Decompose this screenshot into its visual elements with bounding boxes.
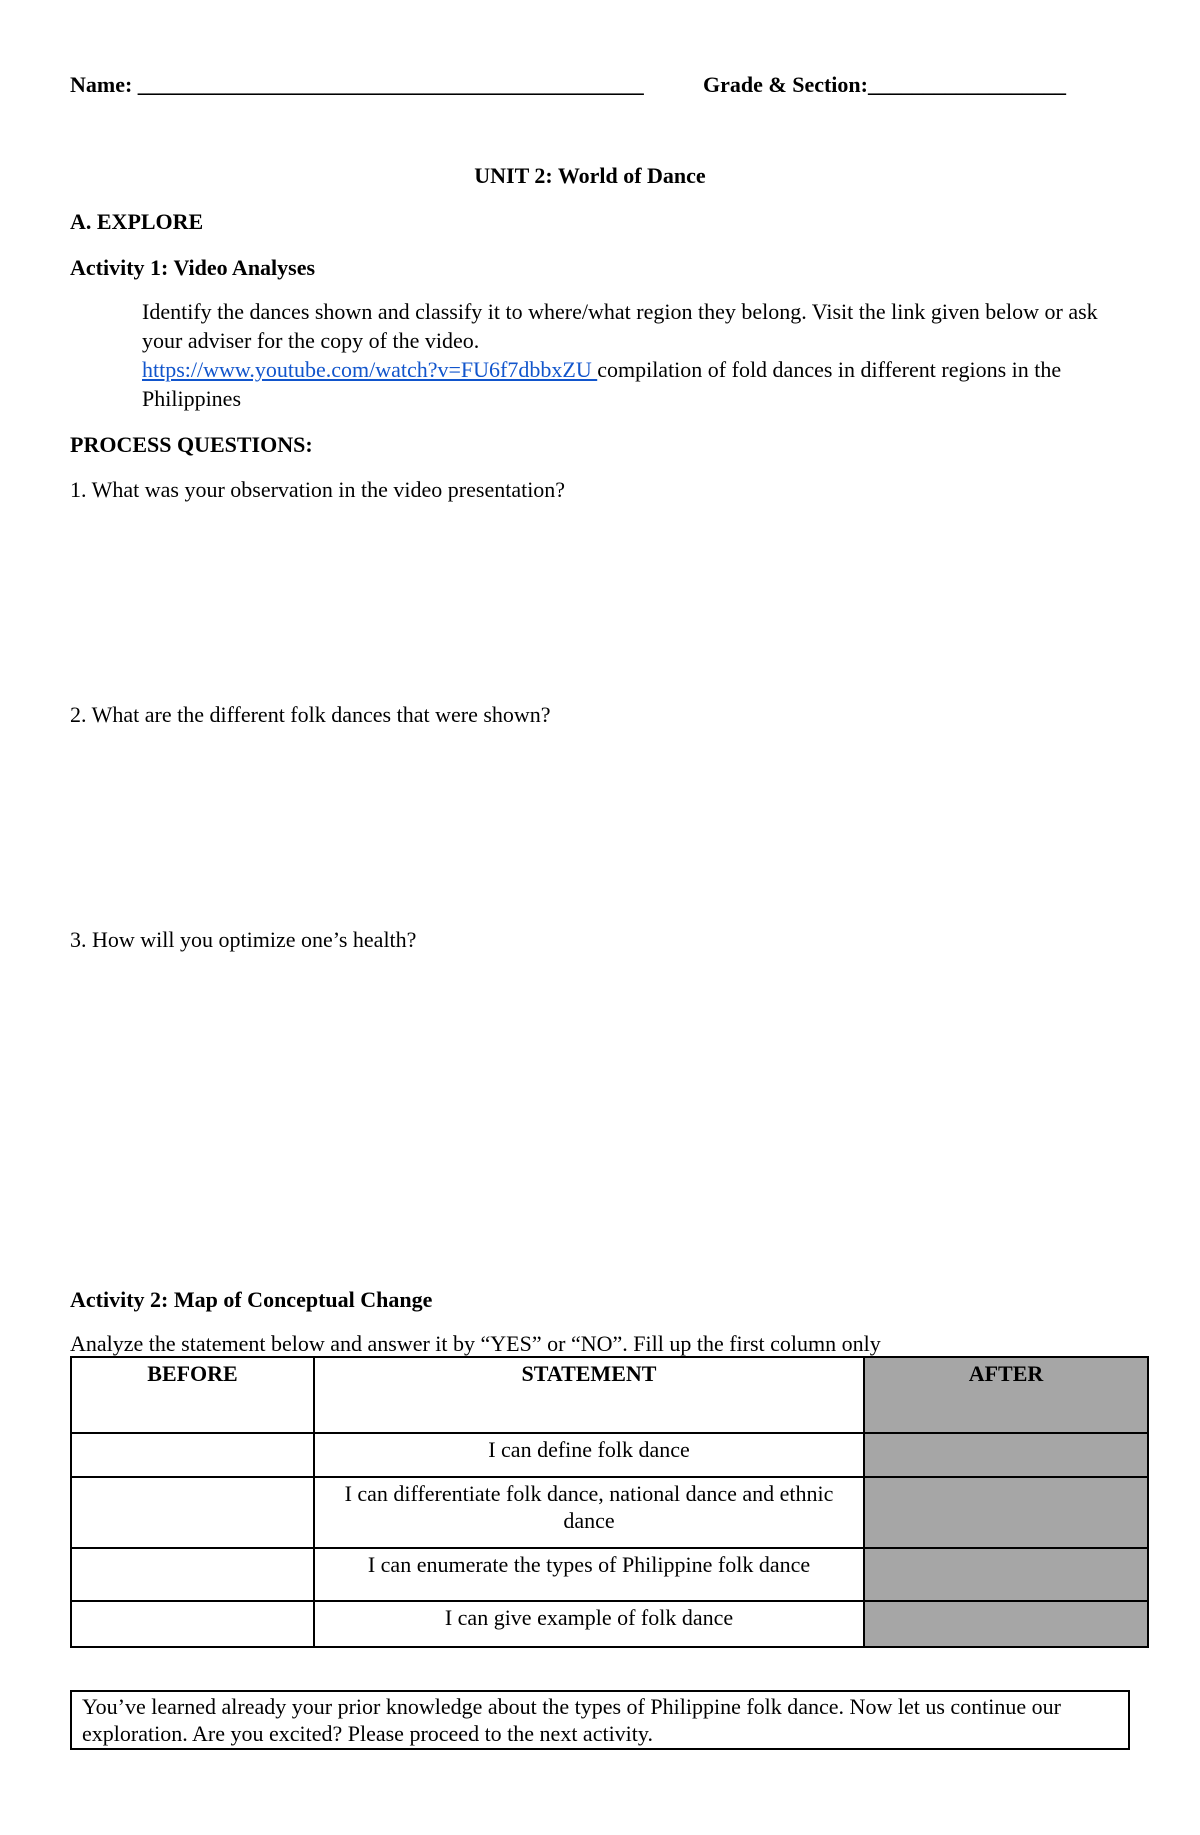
before-answer-cell[interactable] [71, 1601, 314, 1647]
activity-1-instruction-text: Identify the dances shown and classify it to where/what region they belong. Visit the link given below or ask your adviser for the copy of the video. [142, 299, 1098, 353]
header-statement: STATEMENT [314, 1357, 864, 1433]
after-answer-cell [864, 1601, 1148, 1647]
header-after: AFTER [864, 1357, 1148, 1433]
after-answer-cell [864, 1548, 1148, 1601]
grade-section-field-label: Grade & Section:__________________ [703, 72, 1066, 97]
activity-1-title: Activity 1: Video Analyses [70, 255, 316, 280]
section-heading-explore: A. EXPLORE [70, 209, 204, 234]
activity-2-instructions: Analyze the statement below and answer it by “YES” or “NO”. Fill up the first column only [70, 1331, 881, 1356]
statement-cell: I can enumerate the types of Philippine folk dance [314, 1548, 864, 1601]
table-row [71, 1433, 1148, 1477]
header-before: BEFORE [71, 1357, 314, 1433]
statement-cell: I can give example of folk dance [314, 1601, 864, 1647]
after-answer-cell [864, 1433, 1148, 1477]
unit-title: UNIT 2: World of Dance [474, 163, 706, 188]
statement-cell: I can differentiate folk dance, national dance and ethnic dance [314, 1477, 864, 1548]
video-link[interactable]: https://www.youtube.com/watch?v=FU6f7dbbxZU [142, 357, 598, 382]
name-field-label: Name: ______________________________________________ [70, 72, 644, 97]
statement-cell: I can define folk dance [314, 1433, 864, 1477]
before-answer-cell[interactable] [71, 1548, 314, 1601]
after-answer-cell [864, 1477, 1148, 1548]
process-question-1: 1. What was your observation in the video presentation? [70, 477, 566, 502]
table-row [71, 1548, 1148, 1601]
process-questions-heading: PROCESS QUESTIONS: [70, 432, 313, 457]
video-link-description: compilation of fold dances in different regions in the Philippines [142, 357, 1062, 411]
activity-1-instructions [142, 297, 1122, 413]
closing-note-box: You’ve learned already your prior knowledge about the types of Philippine folk dance. Now let us continue our exploration. Are you excited? Please proceed to the next activity. [70, 1690, 1130, 1750]
conceptual-change-table [70, 1356, 1149, 1648]
before-answer-cell[interactable] [71, 1477, 314, 1548]
table-row [71, 1601, 1148, 1647]
table-header-row [71, 1357, 1148, 1433]
process-question-3: 3. How will you optimize one’s health? [70, 927, 417, 952]
before-answer-cell[interactable] [71, 1433, 314, 1477]
activity-2-title: Activity 2: Map of Conceptual Change [70, 1287, 433, 1312]
table-row [71, 1477, 1148, 1548]
process-question-2: 2. What are the different folk dances that were shown? [70, 702, 551, 727]
